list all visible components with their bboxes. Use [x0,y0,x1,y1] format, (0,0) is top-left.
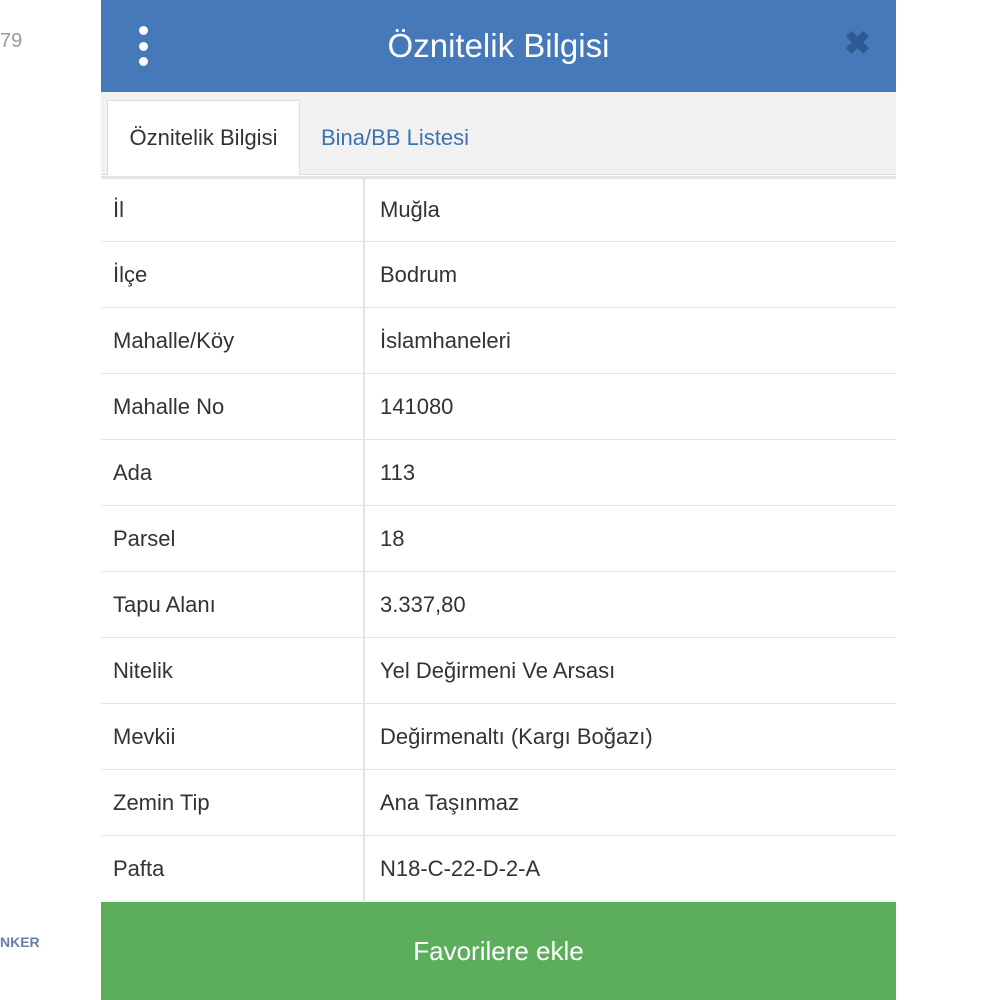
tab-bar [101,92,896,175]
attribute-label: Pafta [101,836,365,901]
attribute-label: Mahalle No [101,374,365,439]
table-row [101,769,896,835]
background-fragment-bottom: NKER [0,934,40,950]
table-row [101,637,896,703]
attribute-value: 3.337,80 [380,591,466,617]
table-row [101,176,896,241]
table-row [101,241,896,307]
attribute-label: İlçe [101,242,365,307]
attribute-table [101,176,896,901]
table-row [101,835,896,901]
attribute-value: N18-C-22-D-2-A [380,855,541,881]
tab-attribute-info[interactable]: Öznitelik Bilgisi [107,100,300,175]
close-icon[interactable]: ✖ [844,25,871,61]
table-row [101,307,896,373]
attribute-value: 141080 [380,393,454,419]
attribute-label: Mahalle/Köy [101,308,365,373]
attribute-value: Muğla [380,197,440,222]
attribute-value: Değirmenaltı (Kargı Boğazı) [380,723,653,749]
vertical-dots-icon[interactable] [135,26,151,66]
background-fragment-top: 79 [0,30,23,52]
attribute-label: Nitelik [101,638,365,703]
attribute-info-panel [101,0,896,1000]
table-row [101,703,896,769]
tab-building-list[interactable]: Bina/BB Listesi [321,124,469,150]
attribute-value: 18 [380,525,405,551]
table-row [101,373,896,439]
attribute-label: Parsel [101,506,365,571]
attribute-label: Tapu Alanı [101,572,365,637]
attribute-value: İslamhaneleri [380,327,511,353]
attribute-value: Yel Değirmeni Ve Arsası [380,657,616,683]
panel-header [101,0,896,92]
attribute-label: Ada [101,440,365,505]
attribute-label: Zemin Tip [101,770,365,835]
attribute-value: Ana Taşınmaz [380,789,520,815]
attribute-value: Bodrum [380,261,458,287]
attribute-label: Mevkii [101,704,365,769]
attribute-value: 113 [380,459,416,485]
table-row [101,505,896,571]
add-to-favorites-button[interactable]: Favorilere ekle [101,902,896,1000]
attribute-label: İl [101,179,365,241]
table-row [101,571,896,637]
table-row [101,439,896,505]
panel-title: Öznitelik Bilgisi [387,27,610,64]
